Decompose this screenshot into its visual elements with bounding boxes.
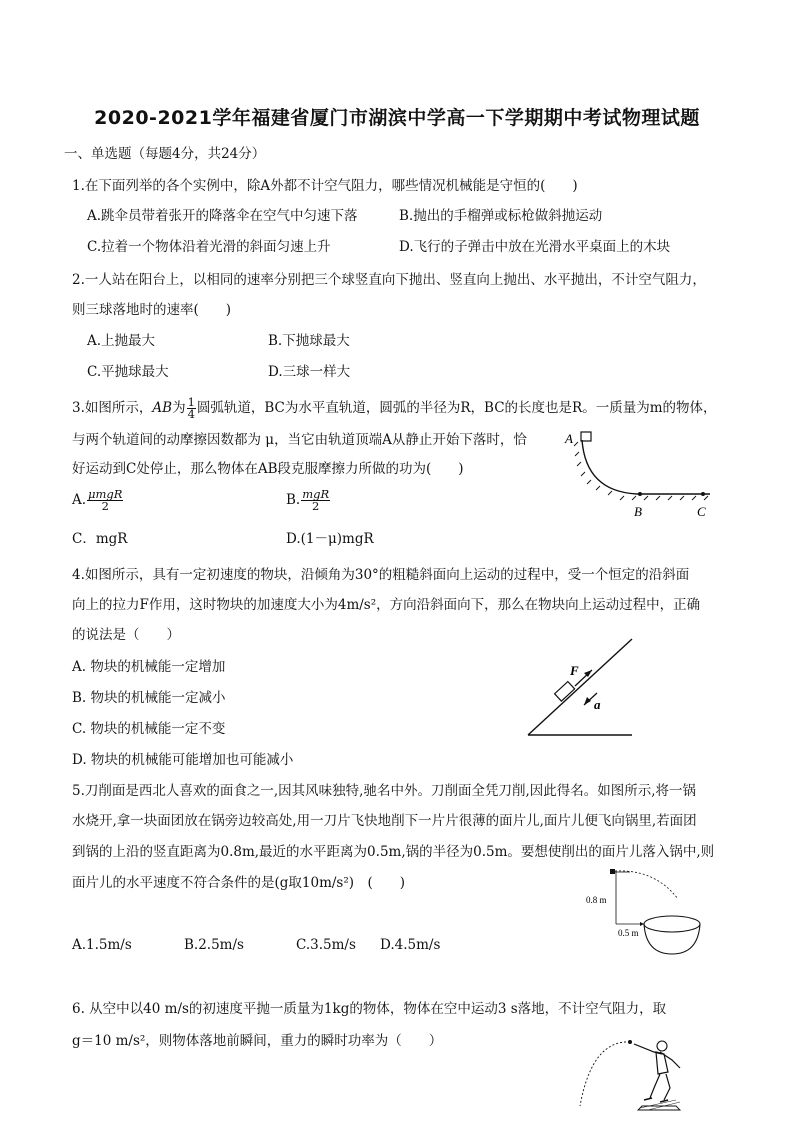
page-title: 2020-2021学年福建省厦门市湖滨中学高一下学期期中考试物理试题 <box>94 107 700 129</box>
q5-stem-line4: 面片儿的水平速度不符合条件的是(g取10m/s²) ( ) <box>72 875 406 891</box>
label-height: 0.8 m <box>586 895 607 905</box>
section-heading: 一、单选题（每题4分，共24分） <box>64 146 266 162</box>
q2-option-a: A.上抛最大 <box>87 333 156 349</box>
q4-option-c: C. 物块的机械能一定不变 <box>72 721 226 737</box>
q3-stem-line1: 3.如图所示，AB为 $\frac{1}{4}$ 圆弧轨道，BC为水平直轨道，圆弧的半径为R，BC的长度也是R。一质量为m的物体， <box>72 395 717 421</box>
q2-stem-line2: 则三球落地时的速率( ) <box>72 302 232 318</box>
q2-option-b: B.下抛球最大 <box>268 333 350 349</box>
q1-option-a: A.跳伞员带着张开的降落伞在空气中匀速下落 <box>87 208 358 224</box>
q5-stem-line1: 5.刀削面是西北人喜欢的面食之一,因其风味独特,驰名中外。刀削面全凭刀削,因此得名。如图所示,将一锅 <box>72 783 697 799</box>
quarter-fraction: $\frac{1}{4}$ <box>187 395 195 421</box>
q6-stem-line2: g＝10 m/s²，则物体落地前瞬间，重力的瞬时功率为（ ） <box>72 1033 443 1049</box>
q4-option-a: A. 物块的机械能一定增加 <box>72 659 226 675</box>
q4-option-b: B. 物块的机械能一定减小 <box>72 690 226 706</box>
label-b: B <box>634 504 642 519</box>
q3-option-a: A. $\frac{\text{μmgR}}{2}$ <box>72 487 123 513</box>
q5-pot-figure <box>580 866 710 956</box>
q5-stem-line3: 到锅的上沿的竖直距离为0.8m,最近的水平距离为0.5m,锅的半径为0.5m。要想使削出的面片儿落入锅中,则 <box>72 844 715 860</box>
q5-option-a: A.1.5m/s <box>72 937 132 953</box>
q3-option-b: B. $\frac{\text{mgR}}{2}$ <box>286 487 330 513</box>
q3-track-figure <box>560 430 730 525</box>
q5-option-b: B.2.5m/s <box>184 937 244 953</box>
q5-option-d: D.4.5m/s <box>380 937 441 953</box>
q6-thrower-figure <box>568 1036 708 1114</box>
q6-stem-line1: 6. 从空中以40 m/s的初速度平抛一质量为1kg的物体，物体在空中运动3 s落地，不计空气阻力，取 <box>72 1001 667 1017</box>
q3-option-d: D.(1－μ)mgR <box>286 531 374 547</box>
q1-option-c: C.拉着一个物体沿着光滑的斜面匀速上升 <box>87 239 331 255</box>
q5-option-c: C.3.5m/s <box>296 937 356 953</box>
q3-stem-line3: 好运动到C处停止，那么物体在AB段克服摩擦力所做的功为( ) <box>72 461 464 477</box>
q2-stem-line1: 2.一人站在阳台上，以相同的速率分别把三个球竖直向下抛出、竖直向上抛出、水平抛出，不计空气阻力， <box>72 272 706 288</box>
q4-stem-line2: 向上的拉力F作用，这时物块的加速度大小为4m/s²，方向沿斜面向下，那么在物块向上运动过程中，正确 <box>72 597 701 613</box>
q3-option-c: C．mgR <box>72 531 128 547</box>
q4-incline-figure <box>520 635 640 745</box>
label-c: C <box>697 504 706 519</box>
q3-stem-line2: 与两个轨道间的动摩擦因数都为 μ，当它由轨道顶端A从静止开始下落时，恰 <box>72 432 527 448</box>
q5-stem-line2: 水烧开,拿一块面团放在锅旁边较高处,用一刀片飞快地削下一片片很薄的面片儿,面片儿便飞向锅里,若面团 <box>72 813 697 829</box>
label-width: 0.5 m <box>618 928 639 938</box>
q2-option-c: C.平抛球最大 <box>87 364 169 380</box>
q1-option-b: B.抛出的手榴弹或标枪做斜抛运动 <box>399 208 603 224</box>
q4-stem-line1: 4.如图所示，具有一定初速度的物块，沿倾角为30°的粗糙斜面向上运动的过程中，受一个恒定的沿斜面 <box>72 567 690 583</box>
q1-stem: 1.在下面列举的各个实例中，除A外都不计空气阻力，哪些情况机械能是守恒的( ) <box>72 178 578 194</box>
q1-option-d: D.飞行的子弹击中放在光滑水平桌面上的木块 <box>399 239 671 255</box>
label-f: F <box>570 663 579 678</box>
q2-option-d: D.三球一样大 <box>268 364 351 380</box>
q4-option-d: D. 物块的机械能可能增加也可能减小 <box>72 752 294 768</box>
label-a: A <box>565 431 573 446</box>
q4-stem-line3: 的说法是（ ） <box>72 627 180 643</box>
label-acceleration: a <box>594 697 601 712</box>
